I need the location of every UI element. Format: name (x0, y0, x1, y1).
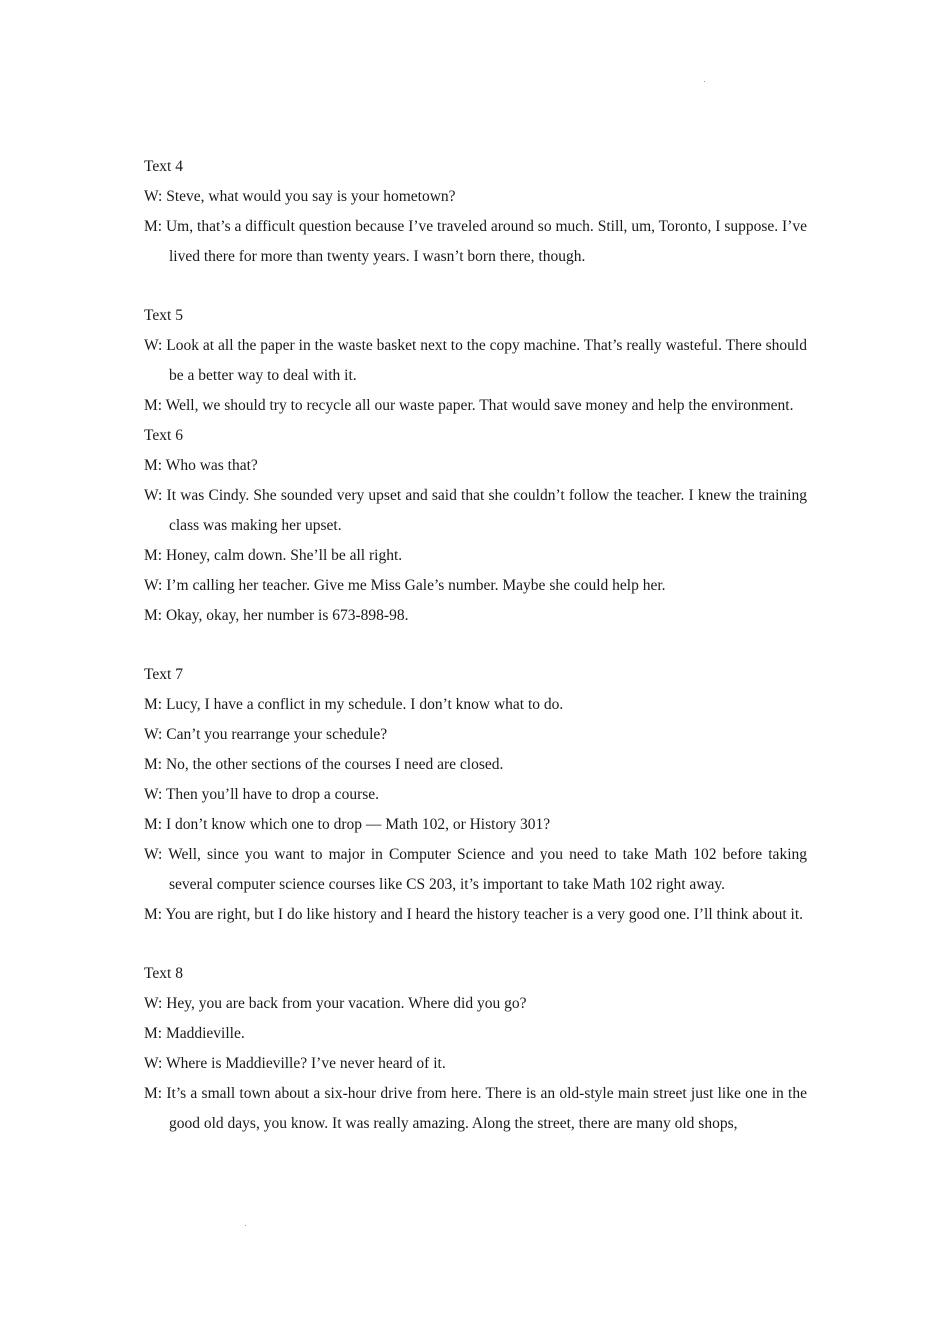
dialogue-line: W: Then you’ll have to drop a course. (144, 786, 380, 803)
dialogue-line: M: You are right, but I do like history and I heard the history teacher is a very good one. I’ll think about it. (144, 906, 804, 923)
dialogue-line: M: Okay, okay, her number is 673-898-98. (144, 607, 409, 624)
section-text-7 (144, 660, 807, 930)
dialogue-line: W: It was Cindy. She sounded very upset and said that she couldn’t follow the teacher. I knew the training class was making her upset. (144, 487, 807, 534)
section-title: Text 7 (144, 666, 183, 683)
section-title: Text 6 (144, 427, 183, 444)
dialogue-line: W: I’m calling her teacher. Give me Miss Gale’s number. Maybe she could help her. (144, 577, 666, 594)
section-text-6 (144, 421, 807, 631)
dialogue-line: W: Look at all the paper in the waste basket next to the copy machine. That’s really wasteful. There should be a better way to deal with it. (144, 337, 807, 384)
dialogue-line: M: I don’t know which one to drop — Math 102, or History 301? (144, 816, 551, 833)
dialogue-line: M: Lucy, I have a conflict in my schedule. I don’t know what to do. (144, 696, 564, 713)
dialogue-line: W: Can’t you rearrange your schedule? (144, 726, 388, 743)
dialogue-line: M: Maddieville. (144, 1025, 245, 1042)
section-title: Text 5 (144, 307, 183, 324)
section-text-5 (144, 301, 807, 421)
dialogue-line: M: Honey, calm down. She’ll be all right. (144, 547, 403, 564)
transcript-page (144, 152, 807, 1139)
dialogue-line: W: Steve, what would you say is your hometown? (144, 188, 456, 205)
section-text-4 (144, 152, 807, 272)
section-title: Text 4 (144, 158, 183, 175)
top-mark (704, 81, 705, 82)
dialogue-line: M: Well, we should try to recycle all our waste paper. That would save money and help the environment. (144, 397, 794, 414)
dialogue-line: W: Hey, you are back from your vacation. Where did you go? (144, 995, 527, 1012)
dialogue-line: W: Where is Maddieville? I’ve never heard of it. (144, 1055, 446, 1072)
section-text-8 (144, 959, 807, 1139)
dialogue-line: M: It’s a small town about a six-hour drive from here. There is an old-style main street just like one in the good old days, you know. It was really amazing. Along the street, there are many old shops, (144, 1085, 807, 1132)
dialogue-line: M: Who was that? (144, 457, 258, 474)
dialogue-line: M: No, the other sections of the courses I need are closed. (144, 756, 504, 773)
dialogue-line: W: Well, since you want to major in Computer Science and you need to take Math 102 before taking several computer science courses like CS 203, it’s important to take Math 102 right away. (144, 846, 807, 893)
section-title: Text 8 (144, 965, 183, 982)
dialogue-line: M: Um, that’s a difficult question because I’ve traveled around so much. Still, um, Toronto, I suppose. I’ve lived there for more than twenty years. I wasn’t born there, though. (144, 218, 807, 265)
bottom-mark (245, 1225, 246, 1226)
